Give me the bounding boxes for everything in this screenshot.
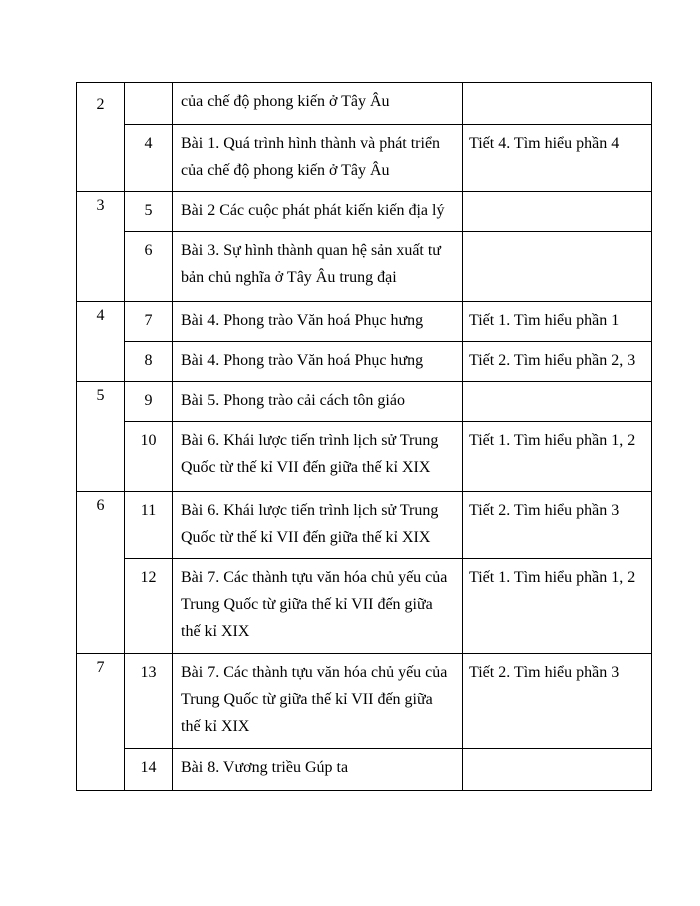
period-cell bbox=[125, 654, 173, 749]
lesson-title: Bài 7. Các thành tựu văn hóa chủ yếu của Trung Quốc từ giữa thế kỉ VII đến giữa thế kỉ XIX bbox=[181, 664, 448, 735]
week-cell bbox=[77, 492, 125, 654]
table-row bbox=[77, 125, 652, 192]
lesson-cell bbox=[173, 492, 463, 559]
week-number: 6 bbox=[96, 497, 105, 514]
note-text bbox=[463, 192, 651, 197]
period-number: 10 bbox=[140, 432, 157, 449]
lesson-cell bbox=[173, 749, 463, 791]
table-row bbox=[77, 422, 652, 492]
period-cell bbox=[125, 342, 173, 382]
lesson-title: Bài 6. Khái lược tiến trình lịch sử Trung Quốc từ thế kỉ VII đến giữa thế kỉ XIX bbox=[181, 432, 439, 476]
lesson-cell bbox=[173, 342, 463, 382]
period-number: 7 bbox=[144, 312, 153, 329]
note-cell bbox=[463, 422, 652, 492]
note-text: Tiết 1. Tìm hiểu phần 1 bbox=[469, 312, 620, 329]
period-number: 5 bbox=[144, 202, 153, 219]
period-number: 4 bbox=[144, 135, 153, 152]
note-text: Tiết 2. Tìm hiểu phần 3 bbox=[469, 502, 620, 519]
lesson-title: Bài 6. Khái lược tiến trình lịch sử Trung Quốc từ thế kỉ VII đến giữa thế kỉ XIX bbox=[181, 502, 439, 546]
lesson-cell bbox=[173, 422, 463, 492]
table-row bbox=[77, 232, 652, 302]
period-cell bbox=[125, 559, 173, 654]
lesson-cell bbox=[173, 192, 463, 232]
lesson-title: Bài 8. Vương triều Gúp ta bbox=[181, 759, 349, 776]
lesson-cell bbox=[173, 654, 463, 749]
note-cell bbox=[463, 83, 652, 125]
note-cell bbox=[463, 125, 652, 192]
period-cell bbox=[125, 232, 173, 302]
week-number: 4 bbox=[96, 307, 105, 324]
period-cell bbox=[125, 302, 173, 342]
note-cell bbox=[463, 342, 652, 382]
schedule-table bbox=[76, 82, 652, 791]
note-cell bbox=[463, 302, 652, 342]
lesson-title: Bài 3. Sự hình thành quan hệ sản xuất tư bản chủ nghĩa ở Tây Âu trung đại bbox=[181, 242, 441, 286]
lesson-title: Bài 5. Phong trào cải cách tôn giáo bbox=[181, 392, 405, 409]
lesson-cell bbox=[173, 382, 463, 422]
note-cell bbox=[463, 382, 652, 422]
week-cell bbox=[77, 192, 125, 302]
note-text bbox=[463, 83, 651, 88]
lesson-title: của chế độ phong kiến ở Tây Âu bbox=[181, 93, 390, 110]
week-cell bbox=[77, 302, 125, 382]
note-cell bbox=[463, 654, 652, 749]
table-row bbox=[77, 83, 652, 125]
week-cell bbox=[77, 654, 125, 791]
note-text: Tiết 2. Tìm hiểu phần 2, 3 bbox=[469, 352, 636, 369]
note-text: Tiết 1. Tìm hiểu phần 1, 2 bbox=[469, 569, 636, 586]
table-row bbox=[77, 492, 652, 559]
period-number bbox=[125, 83, 172, 88]
note-cell bbox=[463, 192, 652, 232]
period-cell bbox=[125, 192, 173, 232]
lesson-title: Bài 4. Phong trào Văn hoá Phục hưng bbox=[181, 352, 424, 369]
table-row bbox=[77, 382, 652, 422]
lesson-cell bbox=[173, 232, 463, 302]
period-cell bbox=[125, 749, 173, 791]
lesson-title: Bài 1. Quá trình hình thành và phát triển của chế độ phong kiến ở Tây Âu bbox=[181, 135, 441, 179]
week-number: 2 bbox=[96, 96, 105, 113]
note-cell bbox=[463, 559, 652, 654]
period-number: 12 bbox=[140, 569, 157, 586]
note-text: Tiết 1. Tìm hiểu phần 1, 2 bbox=[469, 432, 636, 449]
week-cell bbox=[77, 382, 125, 492]
week-number: 7 bbox=[96, 659, 105, 676]
note-cell bbox=[463, 492, 652, 559]
lesson-title: Bài 4. Phong trào Văn hoá Phục hưng bbox=[181, 312, 424, 329]
week-cell bbox=[77, 83, 125, 192]
period-number: 11 bbox=[140, 502, 157, 519]
week-number: 3 bbox=[96, 197, 105, 214]
lesson-title: Bài 7. Các thành tựu văn hóa chủ yếu của Trung Quốc từ giữa thế kỉ VII đến giữa thế kỉ XIX bbox=[181, 569, 448, 640]
table-row bbox=[77, 749, 652, 791]
lesson-title: Bài 2 Các cuộc phát phát kiến kiến địa lý bbox=[181, 202, 445, 219]
lesson-cell bbox=[173, 83, 463, 125]
note-text bbox=[463, 382, 651, 387]
lesson-cell bbox=[173, 302, 463, 342]
table-row bbox=[77, 192, 652, 232]
note-text bbox=[463, 749, 651, 754]
table-row bbox=[77, 559, 652, 654]
period-cell bbox=[125, 422, 173, 492]
week-number: 5 bbox=[96, 387, 105, 404]
period-cell bbox=[125, 382, 173, 422]
table-row bbox=[77, 342, 652, 382]
period-cell bbox=[125, 83, 173, 125]
period-number: 9 bbox=[144, 392, 153, 409]
note-text: Tiết 2. Tìm hiểu phần 3 bbox=[469, 664, 620, 681]
lesson-cell bbox=[173, 125, 463, 192]
period-number: 13 bbox=[140, 664, 157, 681]
period-number: 6 bbox=[144, 242, 153, 259]
table-row bbox=[77, 302, 652, 342]
period-cell bbox=[125, 492, 173, 559]
note-cell bbox=[463, 232, 652, 302]
table-row bbox=[77, 654, 652, 749]
note-text: Tiết 4. Tìm hiểu phần 4 bbox=[469, 135, 620, 152]
period-number: 14 bbox=[140, 759, 157, 776]
lesson-cell bbox=[173, 559, 463, 654]
note-cell bbox=[463, 749, 652, 791]
period-number: 8 bbox=[144, 352, 153, 369]
note-text bbox=[463, 232, 651, 237]
period-cell bbox=[125, 125, 173, 192]
